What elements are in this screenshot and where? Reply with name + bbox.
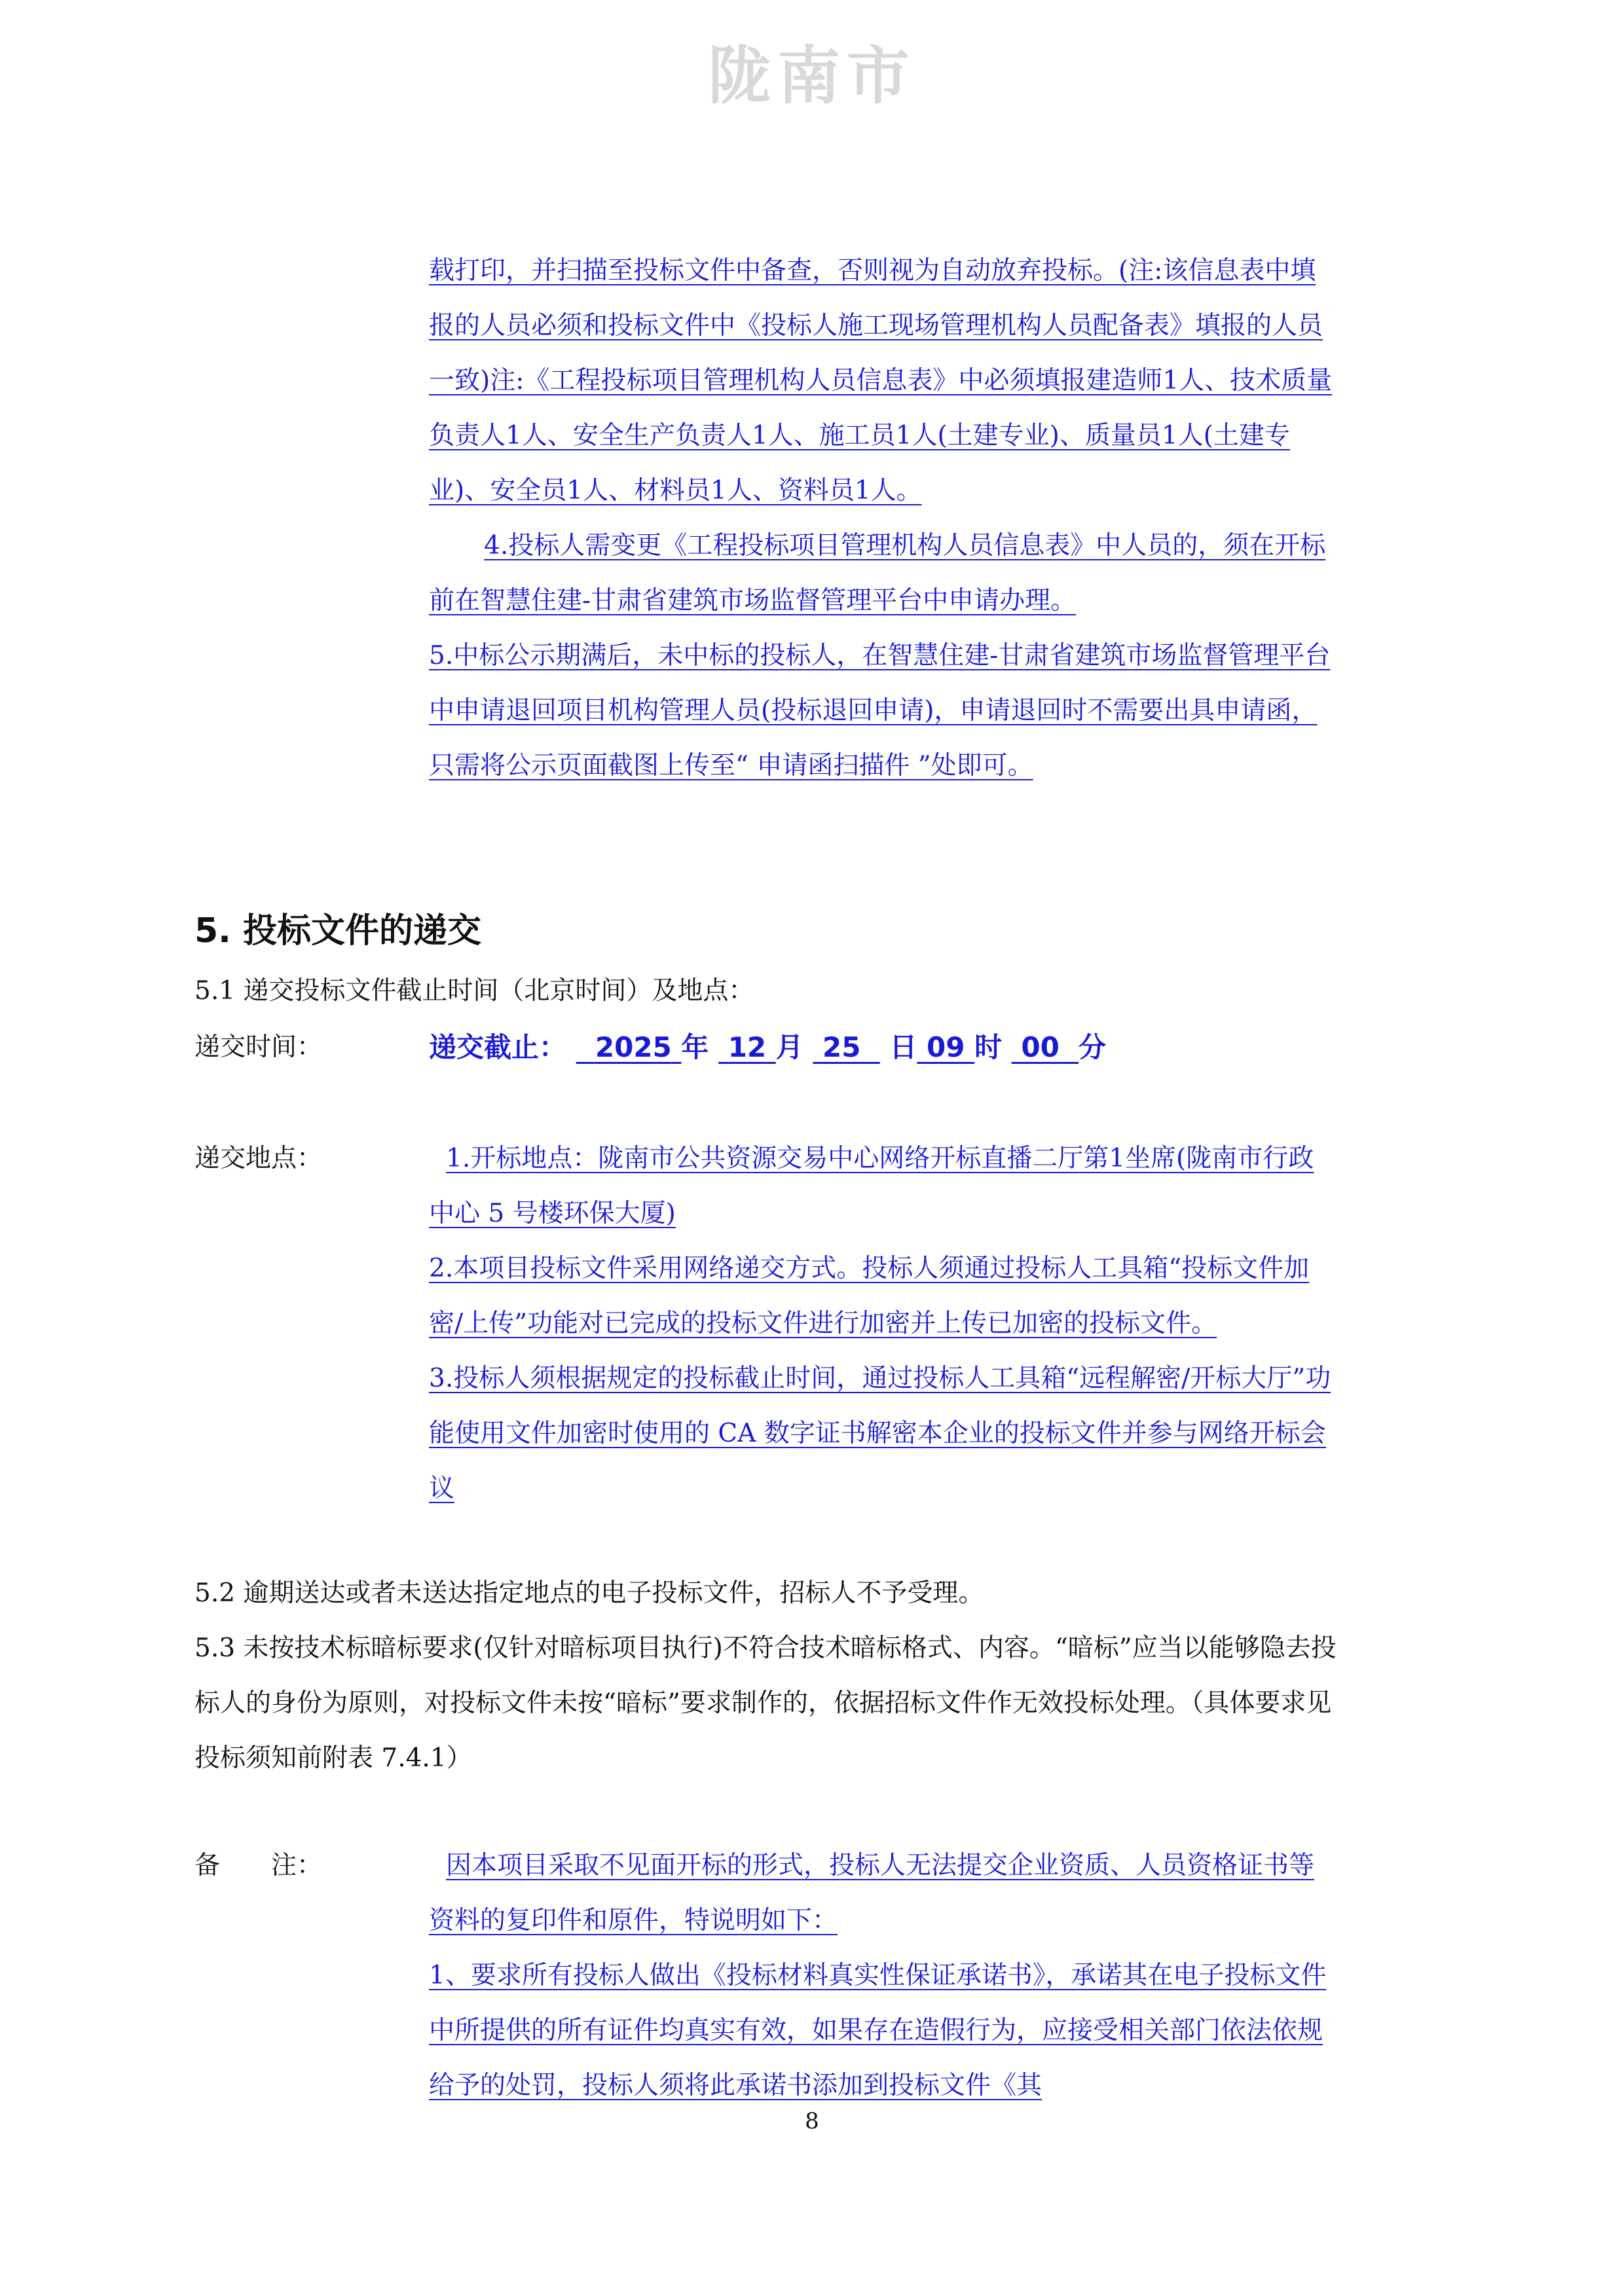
page-number: 8 xyxy=(805,2108,819,2134)
paragraph-personnel-info: 载打印，并扫描至投标文件中备查，否则视为自动放弃投标。(注:该信息表中填报的人员必须和投标文件中《投标人施工现场管理机构人员配备表》填报的人员一致)注:《工程投标项目管理机构人员信息表》中必须填报建造师1人、技术质量负责人1人、安全生产负责人1人、施工员1人(土建专业)、质量员1人(土建专业)、安全员1人、材料员1人、资料员1人。 xyxy=(429,256,1333,505)
section-heading: 5. 投标文件的递交 xyxy=(194,911,482,951)
clause-5-2: 5.2 逾期送达或者未送达指定地点的电子投标文件，招标人不予受理。 xyxy=(194,1578,984,1608)
deadline-month-unit: 月 xyxy=(775,1031,803,1063)
place-item-2: 2.本项目投标文件采用网络递交方式。投标人须通过投标人工具箱“投标文件加密/上传”功能对已完成的投标文件进行加密并上传已加密的投标文件。 xyxy=(429,1254,1310,1338)
clause-5-1: 5.1 递交投标文件截止时间（北京时间）及地点： xyxy=(194,976,754,1006)
submit-place-block xyxy=(429,1131,1336,1516)
note-item-intro: 因本项目采取不见面开标的形式，投标人无法提交企业资质、人员资格证书等资料的复印件和原件，特说明如下： xyxy=(429,1851,1315,1935)
clause-5-3: 5.3 未按技术标暗标要求(仅针对暗标项目执行)不符合技术暗标格式、内容。“暗标”应当以能够隐去投标人的身份为原则，对投标文件未按“暗标”要求制作的，依据招标文件作无效投标处理。（具体要求见投标须知前附表 7.4.1） xyxy=(194,1633,1337,1773)
deadline-year-unit: 年 xyxy=(681,1031,709,1063)
deadline-minute-unit: 分 xyxy=(1079,1031,1107,1063)
deadline-year: 2025 xyxy=(595,1031,672,1063)
deadline-minute: 00 xyxy=(1021,1031,1060,1063)
note-label: 备 注： xyxy=(194,1851,323,1880)
requirements-block xyxy=(429,244,1336,793)
place-item-3: 3.投标人须根据规定的投标截止时间，通过投标人工具箱“远程解密/开标大厅”功能使用文件加密时使用的 CA 数字证书解密本企业的投标文件并参与网络开标会议 xyxy=(429,1364,1331,1503)
deadline-prefix: 递交截止： xyxy=(429,1031,567,1063)
watermark-logo: 陇南市 xyxy=(708,39,916,113)
note-block xyxy=(429,1838,1336,2113)
place-item-1: 1.开标地点：陇南市公共资源交易中心网络开标直播二厅第1坐席(陇南市行政中心 5 号楼环保大厦) xyxy=(429,1144,1314,1228)
submit-time-label: 递交时间： xyxy=(194,1032,323,1062)
deadline-day: 25 xyxy=(822,1031,861,1063)
paragraph-withdraw-personnel: 5.中标公示期满后，未中标的投标人，在智慧住建-甘肃省建筑市场监督管理平台中申请退回项目机构管理人员(投标退回申请)，申请退回时不需要出具申请函，只需将公示页面截图上传至“ 申请函扫描件 ”处即可。 xyxy=(429,641,1331,780)
deadline-hour-unit: 时 xyxy=(974,1031,1003,1063)
deadline-hour: 09 xyxy=(927,1031,965,1063)
deadline-day-unit: 日 xyxy=(889,1031,917,1063)
deadline-month: 12 xyxy=(728,1031,767,1063)
deadline-value xyxy=(429,1020,1106,1075)
submit-place-label: 递交地点： xyxy=(194,1144,323,1173)
note-item-1: 1、要求所有投标人做出《投标材料真实性保证承诺书》，承诺其在电子投标文件中所提供的所有证件均真实有效，如果存在造假行为，应接受相关部门依法依规给予的处罚，投标人须将此承诺书添加到投标文件《其 xyxy=(429,1961,1327,2100)
paragraph-change-personnel: 4.投标人需变更《工程投标项目管理机构人员信息表》中人员的，须在开标前在智慧住建-甘肃省建筑市场监督管理平台中申请办理。 xyxy=(429,531,1326,615)
